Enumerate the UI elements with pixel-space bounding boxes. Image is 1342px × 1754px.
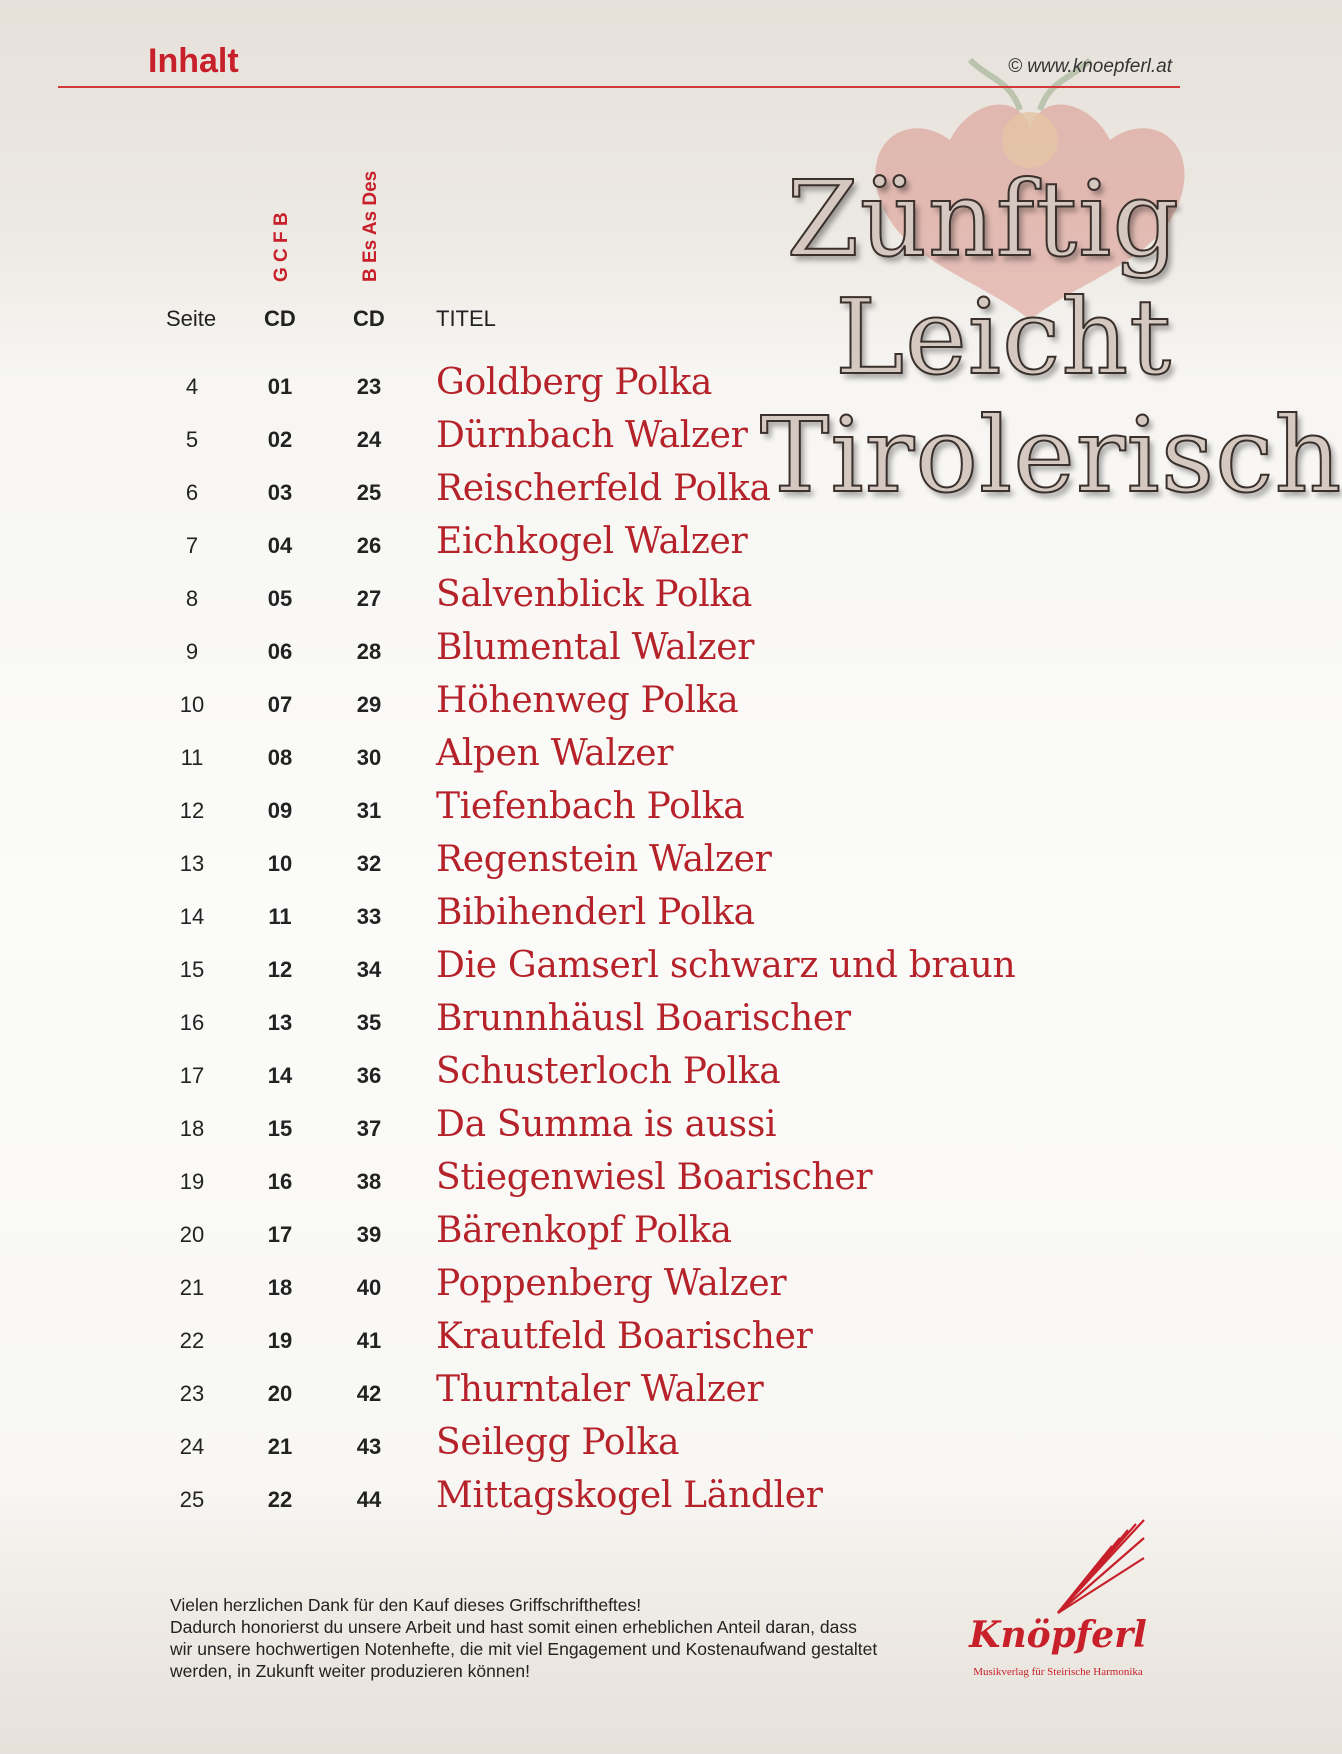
song-cd-track-gcfb: 13 [267,1010,293,1035]
song-row [0,1316,1000,1369]
song-title: Brunnhäusl Boarischer [436,998,851,1039]
song-title: Eichkogel Walzer [436,521,748,562]
copyright-notice: © www.knoepferl.at [1008,56,1172,77]
song-row [0,1210,1000,1263]
song-page-number: 16 [179,1010,205,1035]
song-page-number: 18 [179,1116,205,1141]
song-page-number: 10 [179,692,205,717]
song-page-number: 14 [179,904,205,929]
song-title: Alpen Walzer [436,733,674,774]
song-title: Dürnbach Walzer [436,415,748,456]
song-cd-track-besasdes: 38 [356,1169,382,1194]
tuning-label-besasdes: B Es As Des [360,170,381,282]
song-row [0,574,1000,627]
song-cd-track-besasdes: 39 [356,1222,382,1247]
song-cd-track-gcfb: 14 [267,1063,293,1088]
song-page-number: 5 [185,427,199,452]
header-cd2: CD [353,306,385,331]
song-page-number: 17 [179,1063,205,1088]
song-page-number: 11 [180,745,204,770]
song-row [0,839,1000,892]
song-row [0,1157,1000,1210]
song-title: Krautfeld Boarischer [436,1316,813,1357]
song-row [0,733,1000,786]
song-cd-track-gcfb: 09 [267,798,293,823]
song-title: Tiefenbach Polka [436,786,745,827]
song-cd-track-besasdes: 32 [356,851,382,876]
song-cd-track-gcfb: 05 [267,586,293,611]
tuning-label-gcfb: G C F B [271,212,292,282]
song-cd-track-gcfb: 12 [267,957,293,982]
song-cd-track-besasdes: 37 [356,1116,382,1141]
song-page-number: 21 [179,1275,205,1300]
book-title-line-3: Tirolerisch [760,394,1342,516]
song-cd-track-besasdes: 43 [356,1434,382,1459]
song-row [0,1422,1000,1475]
song-row [0,892,1000,945]
song-page-number: 19 [179,1169,205,1194]
song-cd-track-besasdes: 40 [356,1275,382,1300]
song-cd-track-besasdes: 27 [356,586,382,611]
song-cd-track-besasdes: 41 [356,1328,382,1353]
song-cd-track-gcfb: 04 [267,533,293,558]
song-row [0,786,1000,839]
song-row [0,1051,1000,1104]
thank-you-line: wir unsere hochwertigen Notenhefte, die mit viel Engagement und Kostenaufwand gestaltet [170,1639,878,1659]
header-cd1: CD [264,306,296,331]
song-row [0,998,1000,1051]
song-page-number: 7 [185,533,199,558]
song-cd-track-besasdes: 33 [356,904,382,929]
thank-you-line: Vielen herzlichen Dank für den Kauf dieses Griffschriftheftes! [170,1595,642,1615]
thank-you-line: werden, in Zukunft weiter produzieren können! [170,1661,530,1681]
page-title: Inhalt [148,42,239,80]
song-page-number: 22 [179,1328,205,1353]
song-row [0,521,1000,574]
song-page-number: 15 [179,957,205,982]
publisher-subtitle: Musikverlag für Steirische Harmonika [973,1666,1143,1678]
song-page-number: 9 [185,639,199,664]
song-cd-track-besasdes: 44 [356,1487,382,1512]
song-page-number: 25 [179,1487,205,1512]
song-cd-track-besasdes: 23 [356,374,382,399]
book-title-line-1: Zünftig [786,158,1180,280]
song-title: Stiegenwiesl Boarischer [436,1157,873,1198]
song-page-number: 8 [185,586,199,611]
song-title: Regenstein Walzer [436,839,772,880]
song-cd-track-besasdes: 35 [356,1010,382,1035]
song-row [0,468,1000,521]
song-cd-track-gcfb: 03 [267,480,293,505]
song-cd-track-besasdes: 36 [356,1063,382,1088]
song-cd-track-gcfb: 16 [267,1169,293,1194]
thank-you-note [170,1594,930,1682]
song-title: Da Summa is aussi [436,1104,777,1145]
song-cd-track-gcfb: 06 [267,639,293,664]
song-cd-track-gcfb: 01 [267,374,293,399]
song-cd-track-gcfb: 07 [267,692,293,717]
song-row [0,362,1000,415]
song-cd-track-gcfb: 18 [267,1275,293,1300]
song-row [0,415,1000,468]
song-title: Goldberg Polka [436,362,713,403]
song-title: Reischerfeld Polka [436,468,771,509]
song-page-number: 23 [179,1381,205,1406]
song-cd-track-besasdes: 30 [356,745,382,770]
song-page-number: 12 [179,798,205,823]
song-cd-track-besasdes: 31 [356,798,382,823]
song-cd-track-besasdes: 42 [356,1381,382,1406]
song-row [0,680,1000,733]
book-title-line-2: Leicht [835,276,1172,398]
song-cd-track-besasdes: 26 [356,533,382,558]
song-title: Bibihenderl Polka [436,892,755,933]
song-cd-track-gcfb: 02 [267,427,293,452]
song-row [0,1263,1000,1316]
song-row [0,1475,1000,1528]
song-cd-track-gcfb: 21 [267,1434,293,1459]
song-title: Poppenberg Walzer [436,1263,787,1304]
song-cd-track-gcfb: 08 [267,745,293,770]
song-title: Höhenweg Polka [436,680,739,721]
song-title: Schusterloch Polka [436,1051,781,1092]
song-title: Thurntaler Walzer [436,1369,764,1410]
song-cd-track-besasdes: 34 [356,957,382,982]
song-title: Seilegg Polka [436,1422,680,1463]
song-page-number: 24 [179,1434,205,1459]
song-page-number: 13 [179,851,205,876]
header-page: Seite [166,306,217,331]
song-row [0,1369,1000,1422]
song-page-number: 4 [185,374,199,399]
song-cd-track-besasdes: 29 [356,692,382,717]
song-cd-track-gcfb: 22 [267,1487,293,1512]
publisher-name: Knöpferl [969,1614,1147,1656]
song-cd-track-besasdes: 25 [356,480,382,505]
song-cd-track-gcfb: 10 [267,851,293,876]
song-cd-track-besasdes: 28 [356,639,382,664]
header-title: TITEL [436,306,496,331]
song-title: Blumental Walzer [436,627,755,668]
song-cd-track-gcfb: 19 [267,1328,293,1353]
song-cd-track-besasdes: 24 [356,427,382,452]
song-page-number: 20 [179,1222,205,1247]
song-title: Bärenkopf Polka [436,1210,732,1251]
thank-you-line: Dadurch honorierst du unsere Arbeit und hast somit einen erheblichen Anteil daran, dass [170,1617,857,1637]
song-page-number: 6 [185,480,199,505]
song-title: Mittagskogel Ländler [436,1475,823,1516]
song-cd-track-gcfb: 15 [267,1116,293,1141]
song-title: Die Gamserl schwarz und braun [436,945,1016,986]
song-cd-track-gcfb: 11 [268,904,292,929]
song-cd-track-gcfb: 17 [267,1222,293,1247]
header-divider [58,86,1180,88]
publisher-logo [968,1518,1148,1678]
song-cd-track-gcfb: 20 [267,1381,293,1406]
song-title: Salvenblick Polka [436,574,753,615]
song-row [0,627,1000,680]
song-row [0,945,1016,998]
accordion-fan-icon [1038,1518,1148,1618]
song-row [0,1104,1000,1157]
